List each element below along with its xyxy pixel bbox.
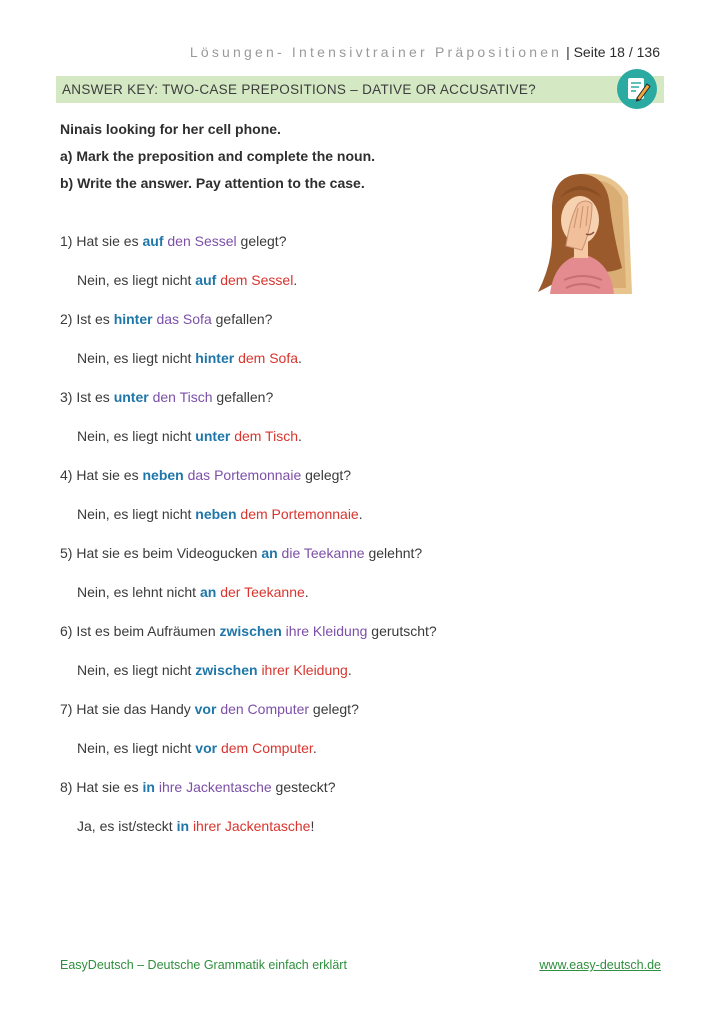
answer-line: Nein, es liegt nicht zwischen ihrer Kleidung. bbox=[77, 662, 352, 678]
answer-line: Ja, es ist/steckt in ihrer Jackentasche! bbox=[77, 818, 315, 834]
answer-line: Nein, es liegt nicht auf dem Sessel. bbox=[77, 272, 298, 288]
answer-noun: dem Sofa bbox=[238, 350, 299, 366]
instruction-b: b) Write the answer. Pay attention to the case. bbox=[60, 175, 365, 191]
answer-noun: ihrer Jackentasche bbox=[192, 818, 311, 834]
question-line: 6) Ist es beim Aufräumen zwischen ihre Kleidung gerutscht? bbox=[60, 623, 437, 639]
page-number: | Seite 18 / 136 bbox=[566, 44, 660, 60]
preposition: zwischen bbox=[219, 623, 282, 639]
facepalm-woman-illustration bbox=[530, 168, 634, 294]
question-noun: die Teekanne bbox=[281, 545, 365, 561]
page-header bbox=[60, 44, 660, 60]
question-line: 7) Hat sie das Handy vor den Computer gelegt? bbox=[60, 701, 359, 717]
preposition: zwischen bbox=[195, 662, 258, 678]
answer-line: Nein, es liegt nicht hinter dem Sofa. bbox=[77, 350, 302, 366]
question-noun: den Tisch bbox=[152, 389, 213, 405]
answer-line: Nein, es liegt nicht neben dem Portemonnaie. bbox=[77, 506, 363, 522]
pencil-edit-icon bbox=[617, 69, 657, 109]
answer-noun: dem Computer bbox=[220, 740, 313, 756]
question-line: 8) Hat sie es in ihre Jackentasche gesteckt? bbox=[60, 779, 336, 795]
answer-line: Nein, es liegt nicht unter dem Tisch. bbox=[77, 428, 302, 444]
preposition: unter bbox=[195, 428, 231, 444]
preposition: an bbox=[261, 545, 278, 561]
preposition: auf bbox=[195, 272, 217, 288]
preposition: vor bbox=[195, 740, 218, 756]
question-noun: das Sofa bbox=[156, 311, 212, 327]
question-line: 3) Ist es unter den Tisch gefallen? bbox=[60, 389, 274, 405]
question-noun: das Portemonnaie bbox=[187, 467, 302, 483]
question-line: 5) Hat sie es beim Videogucken an die Teekanne gelehnt? bbox=[60, 545, 423, 561]
question-noun: ihre Kleidung bbox=[285, 623, 368, 639]
instruction-intro: Ninais looking for her cell phone. bbox=[60, 121, 281, 137]
preposition: auf bbox=[142, 233, 164, 249]
section-banner bbox=[56, 76, 664, 103]
footer-brand: EasyDeutsch – Deutsche Grammatik einfach erklärt bbox=[60, 958, 347, 972]
instructions bbox=[60, 120, 375, 201]
question-line: 1) Hat sie es auf den Sessel gelegt? bbox=[60, 233, 287, 249]
answer-noun: dem Tisch bbox=[234, 428, 298, 444]
preposition: unter bbox=[113, 389, 149, 405]
answer-noun: der Teekanne bbox=[220, 584, 305, 600]
preposition: neben bbox=[195, 506, 237, 522]
answer-noun: dem Portemonnaie bbox=[240, 506, 359, 522]
preposition: an bbox=[199, 584, 217, 600]
preposition: vor bbox=[194, 701, 217, 717]
answer-noun: ihrer Kleidung bbox=[261, 662, 348, 678]
question-noun: den Sessel bbox=[167, 233, 237, 249]
document-title: Lösungen- Intensivtrainer Präpositionen bbox=[189, 44, 563, 60]
preposition: in bbox=[142, 779, 155, 795]
preposition: hinter bbox=[113, 311, 153, 327]
instruction-a: a) Mark the preposition and complete the noun. bbox=[60, 148, 376, 164]
exercise-list bbox=[60, 231, 437, 855]
question-noun: ihre Jackentasche bbox=[158, 779, 272, 795]
preposition: neben bbox=[142, 467, 184, 483]
question-noun: den Computer bbox=[220, 701, 310, 717]
question-line: 2) Ist es hinter das Sofa gefallen? bbox=[60, 311, 273, 327]
question-line: 4) Hat sie es neben das Portemonnaie gelegt? bbox=[60, 467, 352, 483]
section-title: ANSWER KEY: TWO-CASE PREPOSITIONS – DATIVE OR ACCUSATIVE? bbox=[62, 82, 536, 97]
answer-noun: dem Sessel bbox=[220, 272, 294, 288]
preposition: hinter bbox=[195, 350, 235, 366]
answer-line: Nein, es liegt nicht vor dem Computer. bbox=[77, 740, 317, 756]
answer-line: Nein, es lehnt nicht an der Teekanne. bbox=[77, 584, 309, 600]
preposition: in bbox=[176, 818, 190, 834]
footer-website-link[interactable]: www.easy-deutsch.de bbox=[539, 958, 661, 972]
